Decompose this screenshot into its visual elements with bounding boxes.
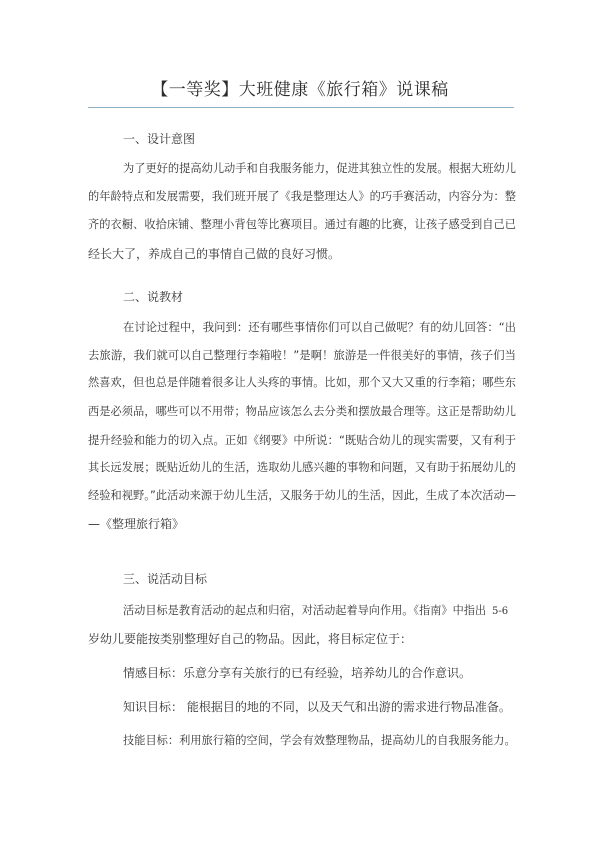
text-line: 的年龄特点和发展需要，我们班开展了《我是整理达人》的巧手赛活动，内容分为：整 [88, 190, 516, 204]
paragraph-design-intent [88, 155, 516, 268]
section-heading-materials: 二、说教材 [123, 290, 184, 304]
title-divider [88, 107, 514, 108]
text-line: 为了更好的提高幼儿动手和自我服务能力，促进其独立性的发展。根据大班幼儿 [123, 162, 516, 175]
text-line: 齐的衣橱、收拾床铺、整理小背包等比赛项目。通过有趣的比赛，让孩子感受到自己已 [88, 218, 516, 232]
goal-knowledge: 知识目标： 能根据目的地的不同，以及天气和出游的需求进行物品准备。 [123, 700, 511, 714]
text-line: 经验和视野。”此活动来源于幼儿生活，又服务于幼儿的生活，因此，生成了本次活动— [88, 489, 516, 503]
document-title: 【一等奖】大班健康《旅行箱》说课稿 [151, 80, 449, 100]
text-line: 西是必须品，哪些可以不用带；物品应该怎么去分类和摆放最合理等。这正是帮助幼儿 [88, 404, 516, 418]
age-range-text: 5-6 [492, 606, 509, 617]
section-heading-design-intent: 一、设计意图 [123, 132, 196, 146]
text-line: 去旅游，我们就可以自己整理行李箱啦！”是啊！旅游是一件很美好的事情，孩子们当 [88, 348, 516, 363]
text-line: 然喜欢，但也总是伴随着很多让人头疼的事情。比如，那个又大又重的行李箱；哪些东 [88, 376, 516, 390]
goal-skill: 技能目标：利用旅行箱的空间，学会有效整理物品，提高幼儿的自我服务能力。 [123, 734, 516, 747]
text-line: 在讨论过程中，我问到：还有哪些事情你们可以自己做呢？有的幼儿回答：“出 [123, 320, 516, 334]
goal-emotion: 情感目标：乐意分享有关旅行的已有经验，培养幼儿的合作意识。 [123, 666, 472, 680]
paragraph-materials [88, 313, 516, 539]
paragraph-activity-goals [88, 597, 486, 653]
text-line: 其长远发展；既贴近幼儿的生活，选取幼儿感兴趣的事物和问题，又有助于拓展幼儿的 [88, 461, 516, 475]
text-line: 经长大了，养成自己的事情自己做的良好习惯。 [88, 246, 341, 261]
section-heading-activity-goals: 三、说活动目标 [123, 572, 208, 586]
text-line: 提升经验和能力的切入点。正如《纲要》中所说：“既贴合幼儿的现实需要，又有利于 [88, 432, 516, 447]
text-line: 岁幼儿要能按类别整理好自己的物品。因此，将目标定位于： [88, 632, 413, 647]
text-line: 活动目标是教育活动的起点和归宿，对活动起着导向作用。《指南》中指出 [123, 604, 487, 617]
text-line: —《整理旅行箱》 [88, 517, 185, 532]
